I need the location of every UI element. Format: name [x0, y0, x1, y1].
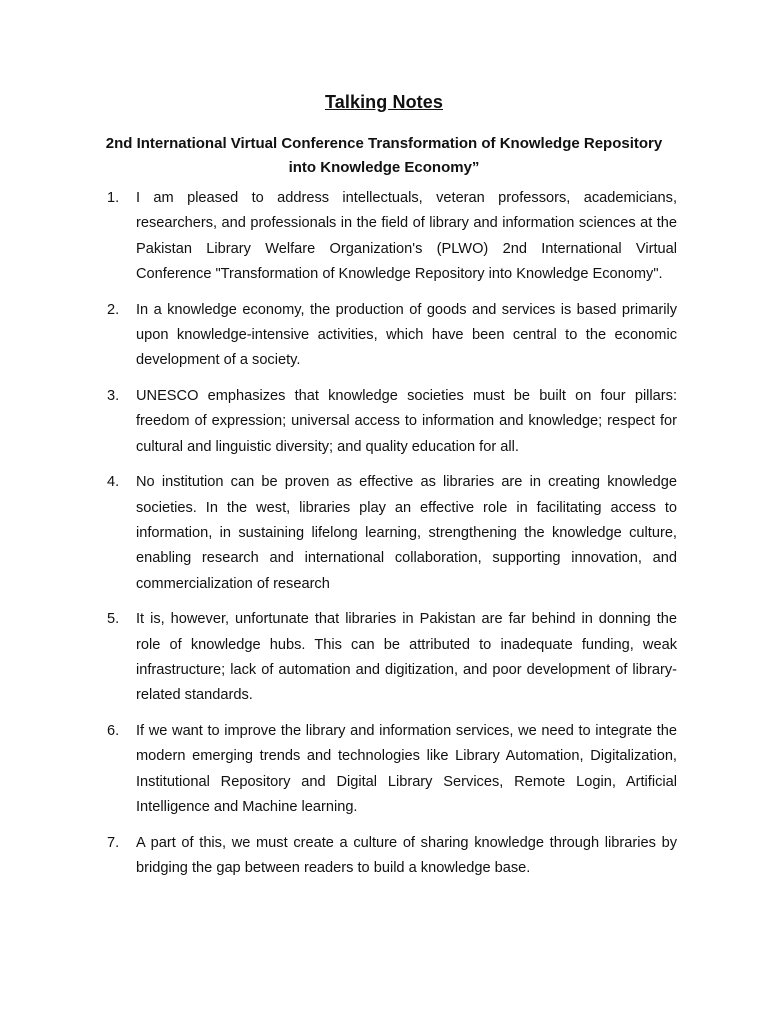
list-item — [107, 384, 677, 460]
list-item — [107, 470, 677, 596]
document-title: Talking Notes — [325, 92, 443, 112]
list-item-text: In a knowledge economy, the production of goods and services is based primarily upon knowledge-intensive activities, which have been central to the economic development of a society. — [136, 301, 677, 369]
list-item-number: 1. — [107, 190, 120, 206]
list-item-number: 4. — [107, 474, 120, 491]
list-item-number: 6. — [107, 723, 120, 740]
list-item-text: No institution can be proven as effective as libraries are in creating knowledge societies. In the west, libraries play an effective role in facilitating access to information, in sustaining lifelong learning, strengthening the knowledge culture, enabling research and international collaboration, supporting innovation, and commercialization of research — [136, 474, 677, 592]
list-item-text: It is, however, unfortunate that libraries in Pakistan are far behind in donning the role of knowledge hubs. This can be attributed to inadequate funding, weak infrastructure; lack of automation and digitization, and poor development of library-related standards. — [136, 611, 677, 704]
list-item-number: 2. — [107, 301, 120, 318]
list-item — [107, 186, 677, 287]
list-item-text: A part of this, we must create a culture of sharing knowledge through libraries by bridging the gap between readers to build a knowledge base. — [136, 834, 677, 877]
list-item — [107, 719, 677, 820]
list-item-text: UNESCO emphasizes that knowledge societies must be built on four pillars: freedom of expression; universal access to information and knowledge; respect for cultural and linguistic diversity; and quality education for all. — [136, 388, 677, 455]
list-item — [107, 831, 677, 882]
list-item — [107, 607, 677, 708]
list-item-number: 3. — [107, 388, 120, 405]
document-subtitle: 2nd International Virtual Conference Transformation of Knowledge Repository into Knowledge Economy” — [105, 135, 663, 176]
list-item — [107, 298, 677, 374]
list-item-text: I am pleased to address intellectuals, veteran professors, academicians, researchers, and professionals in the field of library and information sciences at the Pakistan Library Welfare Organization's (PLWO) 2nd International Virtual Conference "Transformation of Knowledge Repository into Knowledge Economy". — [136, 190, 677, 282]
talking-points-list — [107, 186, 677, 892]
list-item-number: 5. — [107, 611, 120, 628]
list-item-number: 7. — [107, 834, 120, 851]
list-item-text: If we want to improve the library and information services, we need to integrate the modern emerging trends and technologies like Library Automation, Digitalization, Institutional Repository and Digital Library Services, Remote Login, Artificial Intelligence and Machine learning. — [136, 723, 677, 816]
